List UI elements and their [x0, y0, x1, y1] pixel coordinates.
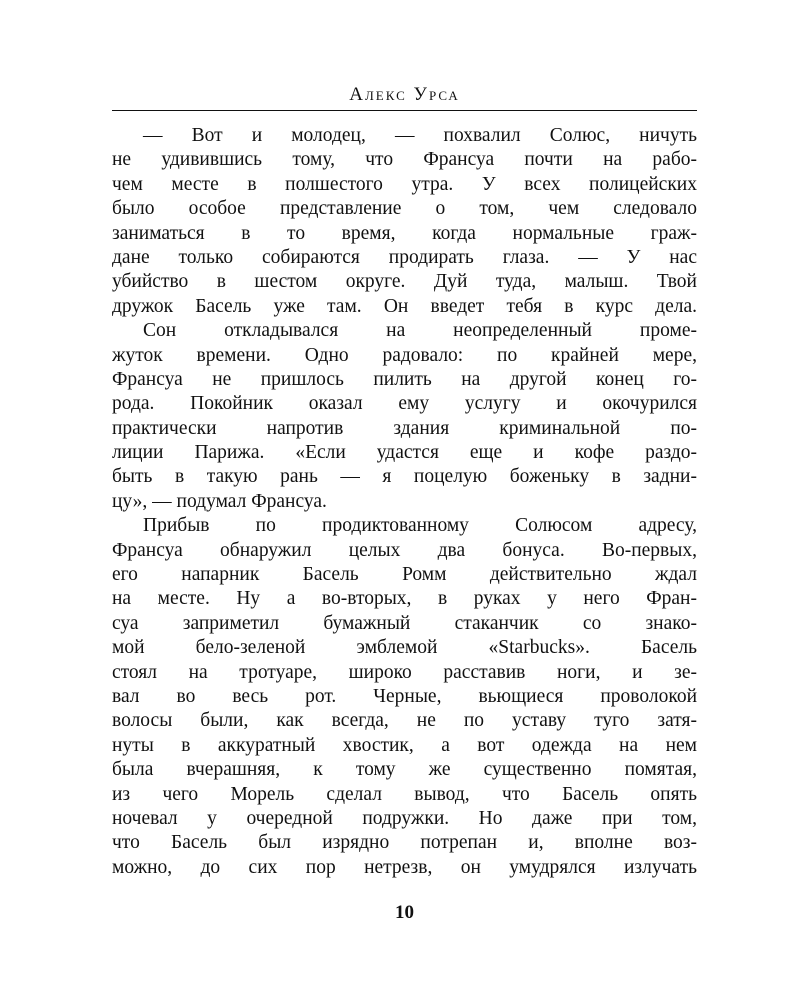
text-line: не удивившись тому, что Франсуа почти на рабо- — [112, 149, 697, 171]
text-line: Сон откладывался на неопределенный проме- — [143, 320, 697, 342]
text-line: суа заприметил бумажный стаканчик со знако- — [112, 612, 697, 634]
text-line: убийство в шестом округе. Дуй туда, малыш. Твой — [112, 271, 697, 293]
text-line: чем месте в полшестого утра. У всех полицейских — [112, 173, 697, 195]
text-line: нуты в аккуратный хвостик, а вот одежда на нем — [112, 734, 697, 756]
text-line: мой бело-зеленой эмблемой «Starbucks». Басель — [112, 637, 697, 659]
header-divider — [112, 110, 697, 111]
text-line: Прибыв по продиктованному Солюсом адресу, — [143, 515, 697, 537]
text-line: можно, до сих пор нетрезв, он умудрялся излучать — [112, 856, 697, 878]
text-line: Франсуа не пришлось пилить на другой конец го- — [112, 368, 697, 390]
page-number: 10 — [395, 902, 414, 923]
text-line: — Вот и молодец, — похвалил Солюс, ничуть — [143, 125, 697, 146]
text-line: быть в такую рань — я поцелую боженьку в задни- — [112, 466, 697, 488]
text-line: ночевал у очередной подружки. Но даже при том, — [112, 807, 697, 829]
text-line: рода. Покойник оказал ему услугу и окочурился — [112, 393, 697, 415]
text-line: дане только собираются продирать глаза. — У нас — [112, 246, 697, 268]
body-text — [112, 124, 697, 880]
text-line: жуток времени. Одно радовало: по крайней мере, — [112, 344, 697, 366]
text-line: из чего Морель сделал вывод, что Басель опять — [112, 783, 697, 805]
text-line: на месте. Ну а во-вторых, в руках у него Фран- — [112, 588, 697, 610]
text-line: дружок Басель уже там. Он введет тебя в курс дела. — [112, 295, 697, 317]
text-line: стоял на тротуаре, широко расставив ноги, и зе- — [112, 661, 697, 683]
running-header-author: Алекс Урса — [349, 84, 460, 105]
text-line: лиции Парижа. «Если удастся еще и кофе раздо- — [112, 442, 697, 464]
text-line: вал во весь рот. Черные, вьющиеся проволокой — [112, 685, 697, 707]
text-line: что Басель был изрядно потрепан и, вполне воз- — [112, 832, 697, 854]
text-line: его напарник Басель Ромм действительно ждал — [112, 564, 697, 586]
text-line: была вчерашняя, к тому же существенно помятая, — [112, 759, 697, 781]
text-line: практически напротив здания криминальной по- — [112, 417, 697, 439]
text-line: было особое представление о том, чем следовало — [112, 198, 697, 220]
text-line: Франсуа обнаружил целых два бонуса. Во-первых, — [112, 539, 697, 561]
text-line: волосы были, как всегда, не по уставу туго затя- — [112, 710, 697, 732]
text-line: заниматься в то время, когда нормальные граж- — [112, 222, 697, 244]
text-line: цу», — подумал Франсуа. — [112, 490, 327, 512]
